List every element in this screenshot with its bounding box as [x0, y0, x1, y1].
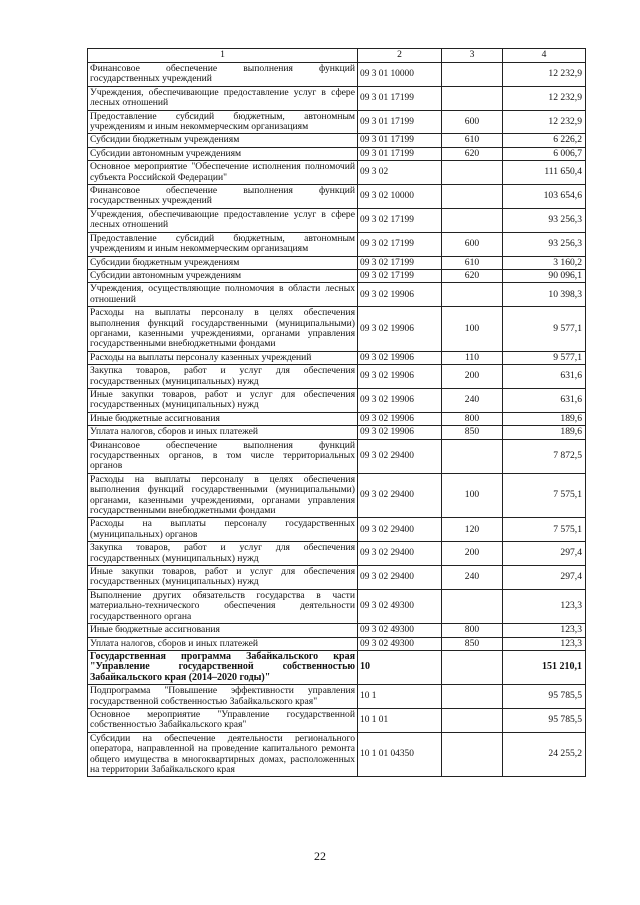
page-number: 22	[314, 849, 326, 863]
amount-value: 297,4	[503, 542, 586, 566]
table-row	[88, 63, 586, 87]
table-row	[88, 518, 586, 542]
expense-type-code: 800	[442, 624, 503, 637]
target-article-code: 09 3 02 49300	[358, 589, 442, 623]
expense-description: Субсидии бюджетным учреждениям	[88, 134, 358, 147]
target-article-code: 09 3 01 17199	[358, 86, 442, 110]
expense-description: Учреждения, обеспечивающие предоставление услуг в сфере лесных отношений	[88, 208, 358, 232]
table-row	[88, 426, 586, 439]
amount-value: 189,6	[503, 412, 586, 425]
expense-description: Иные бюджетные ассигнования	[88, 412, 358, 425]
amount-value: 90 096,1	[503, 269, 586, 282]
table-row	[88, 365, 586, 389]
target-article-code: 09 3 02 19906	[358, 388, 442, 412]
table-row	[88, 637, 586, 650]
target-article-code: 09 3 02 17199	[358, 256, 442, 269]
target-article-code: 09 3 02 29400	[358, 566, 442, 590]
expense-description: Основное мероприятие "Управление государственной собственностью Забайкальского края"	[88, 708, 358, 732]
target-article-code: 09 3 02 29400	[358, 439, 442, 473]
amount-value: 151 210,1	[503, 650, 586, 684]
table-row	[88, 624, 586, 637]
table-row	[88, 134, 586, 147]
expense-type-code	[442, 283, 503, 307]
target-article-code: 09 3 02 19906	[358, 351, 442, 364]
expense-type-code: 200	[442, 365, 503, 389]
amount-value: 631,6	[503, 365, 586, 389]
amount-value: 93 256,3	[503, 232, 586, 256]
table-row	[88, 256, 586, 269]
table-row	[88, 208, 586, 232]
target-article-code: 09 3 02 10000	[358, 185, 442, 209]
table-row	[88, 708, 586, 732]
amount-value: 95 785,5	[503, 685, 586, 709]
expense-description: Субсидии бюджетным учреждениям	[88, 256, 358, 269]
amount-value: 123,3	[503, 624, 586, 637]
expense-type-code	[442, 732, 503, 777]
expense-type-code	[442, 208, 503, 232]
table-row	[88, 307, 586, 352]
table-row	[88, 232, 586, 256]
expense-description: Иные закупки товаров, работ и услуг для обеспечения государственных (муниципальных) нужд	[88, 388, 358, 412]
budget-table-sheet	[87, 48, 585, 777]
table-body	[88, 63, 586, 777]
target-article-code: 09 3 01 10000	[358, 63, 442, 87]
expense-type-code	[442, 161, 503, 185]
expense-type-code: 200	[442, 542, 503, 566]
amount-value: 123,3	[503, 637, 586, 650]
amount-value: 12 232,9	[503, 63, 586, 87]
expense-type-code: 240	[442, 566, 503, 590]
target-article-code: 09 3 02 49300	[358, 637, 442, 650]
expense-type-code	[442, 63, 503, 87]
amount-value: 95 785,5	[503, 708, 586, 732]
expense-description: Предоставление субсидий бюджетным, автономным учреждениям и иным некоммерческим организациям	[88, 110, 358, 134]
expense-description: Расходы на выплаты персоналу в целях обеспечения выполнения функций государственными (муниципальными) органами, казенными учреждениями, органами управления государственными внебюджетными фондами	[88, 473, 358, 518]
expense-description: Иные закупки товаров, работ и услуг для обеспечения государственных (муниципальных) нужд	[88, 566, 358, 590]
table-row	[88, 388, 586, 412]
target-article-code: 09 3 02 29400	[358, 473, 442, 518]
table-row	[88, 439, 586, 473]
table-row	[88, 161, 586, 185]
target-article-code: 09 3 02	[358, 161, 442, 185]
expense-type-code: 600	[442, 110, 503, 134]
expense-type-code: 120	[442, 518, 503, 542]
target-article-code: 10 1 01 04350	[358, 732, 442, 777]
budget-table	[87, 48, 586, 777]
table-row	[88, 650, 586, 684]
expense-type-code: 110	[442, 351, 503, 364]
target-article-code: 09 3 02 29400	[358, 542, 442, 566]
expense-type-code	[442, 86, 503, 110]
amount-value: 12 232,9	[503, 110, 586, 134]
expense-description: Уплата налогов, сборов и иных платежей	[88, 426, 358, 439]
amount-value: 12 232,9	[503, 86, 586, 110]
column-header: 3	[442, 49, 503, 63]
expense-description: Финансовое обеспечение выполнения функций государственных учреждений	[88, 63, 358, 87]
target-article-code: 10	[358, 650, 442, 684]
expense-type-code	[442, 185, 503, 209]
table-row	[88, 473, 586, 518]
expense-description: Субсидии автономным учреждениям	[88, 147, 358, 160]
expense-description: Предоставление субсидий бюджетным, автономным учреждениям и иным некоммерческим организациям	[88, 232, 358, 256]
amount-value: 10 398,3	[503, 283, 586, 307]
amount-value: 9 577,1	[503, 307, 586, 352]
amount-value: 9 577,1	[503, 351, 586, 364]
expense-description: Расходы на выплаты персоналу в целях обеспечения выполнения функций государственными (муниципальными) органами, казенными учреждениями, органами управления государственными внебюджетными фондами	[88, 307, 358, 352]
expense-type-code: 240	[442, 388, 503, 412]
expense-type-code	[442, 708, 503, 732]
amount-value: 3 160,2	[503, 256, 586, 269]
target-article-code: 09 3 01 17199	[358, 147, 442, 160]
expense-type-code	[442, 589, 503, 623]
expense-description: Выполнение других обязательств государства в части материально-технического обеспечения деятельности государственного органа	[88, 589, 358, 623]
target-article-code: 09 3 01 17199	[358, 134, 442, 147]
expense-description: Подпрограмма "Повышение эффективности управления государственной собственностью Забайкальского края"	[88, 685, 358, 709]
expense-description: Расходы на выплаты персоналу государственных (муниципальных) органов	[88, 518, 358, 542]
table-row	[88, 147, 586, 160]
target-article-code: 09 3 02 19906	[358, 283, 442, 307]
amount-value: 24 255,2	[503, 732, 586, 777]
amount-value: 7 872,5	[503, 439, 586, 473]
column-header: 1	[88, 49, 358, 63]
table-row	[88, 110, 586, 134]
expense-type-code	[442, 685, 503, 709]
expense-description: Субсидии автономным учреждениям	[88, 269, 358, 282]
expense-type-code: 600	[442, 232, 503, 256]
expense-type-code: 610	[442, 256, 503, 269]
expense-type-code: 100	[442, 307, 503, 352]
expense-type-code: 610	[442, 134, 503, 147]
expense-description: Закупка товаров, работ и услуг для обеспечения государственных (муниципальных) нужд	[88, 365, 358, 389]
target-article-code: 09 3 02 49300	[358, 624, 442, 637]
amount-value: 93 256,3	[503, 208, 586, 232]
target-article-code: 09 3 02 19906	[358, 412, 442, 425]
table-row	[88, 542, 586, 566]
expense-type-code	[442, 650, 503, 684]
target-article-code: 09 3 02 19906	[358, 426, 442, 439]
amount-value: 6 226,2	[503, 134, 586, 147]
expense-type-code: 620	[442, 147, 503, 160]
amount-value: 189,6	[503, 426, 586, 439]
expense-type-code: 800	[442, 412, 503, 425]
amount-value: 111 650,4	[503, 161, 586, 185]
table-row	[88, 269, 586, 282]
amount-value: 7 575,1	[503, 473, 586, 518]
table-row	[88, 283, 586, 307]
expense-description: Финансовое обеспечение выполнения функций государственных органов, в том числе территориальных органов	[88, 439, 358, 473]
target-article-code: 09 3 02 29400	[358, 518, 442, 542]
column-header: 4	[503, 49, 586, 63]
amount-value: 631,6	[503, 388, 586, 412]
table-header-row	[88, 49, 586, 63]
target-article-code: 09 3 02 17199	[358, 232, 442, 256]
amount-value: 6 006,7	[503, 147, 586, 160]
table-row	[88, 685, 586, 709]
expense-type-code: 620	[442, 269, 503, 282]
target-article-code: 10 1	[358, 685, 442, 709]
target-article-code: 09 3 02 19906	[358, 307, 442, 352]
expense-description: Учреждения, осуществляющие полномочия в области лесных отношений	[88, 283, 358, 307]
amount-value: 7 575,1	[503, 518, 586, 542]
expense-type-code	[442, 439, 503, 473]
expense-type-code: 850	[442, 637, 503, 650]
expense-description: Субсидии на обеспечение деятельности регионального оператора, направленной на проведение капитального ремонта общего имущества в многоквартирных домах, расположенных на территории Забайкальского края	[88, 732, 358, 777]
expense-description: Основное мероприятие "Обеспечение исполнения полномочий субъекта Российской Федерации"	[88, 161, 358, 185]
table-row	[88, 566, 586, 590]
expense-description: Финансовое обеспечение выполнения функций государственных учреждений	[88, 185, 358, 209]
target-article-code: 09 3 01 17199	[358, 110, 442, 134]
expense-description: Расходы на выплаты персоналу казенных учреждений	[88, 351, 358, 364]
column-header: 2	[358, 49, 442, 63]
amount-value: 123,3	[503, 589, 586, 623]
table-row	[88, 412, 586, 425]
target-article-code: 10 1 01	[358, 708, 442, 732]
expense-description: Уплата налогов, сборов и иных платежей	[88, 637, 358, 650]
expense-description: Закупка товаров, работ и услуг для обеспечения государственных (муниципальных) нужд	[88, 542, 358, 566]
expense-type-code: 850	[442, 426, 503, 439]
amount-value: 103 654,6	[503, 185, 586, 209]
table-row	[88, 86, 586, 110]
expense-description: Учреждения, обеспечивающие предоставление услуг в сфере лесных отношений	[88, 86, 358, 110]
expense-type-code: 100	[442, 473, 503, 518]
expense-description: Иные бюджетные ассигнования	[88, 624, 358, 637]
table-row	[88, 185, 586, 209]
expense-description: Государственная программа Забайкальского края "Управление государственной собственностью Забайкальского края (2014–2020 годы)"	[88, 650, 358, 684]
amount-value: 297,4	[503, 566, 586, 590]
target-article-code: 09 3 02 17199	[358, 269, 442, 282]
table-row	[88, 351, 586, 364]
target-article-code: 09 3 02 17199	[358, 208, 442, 232]
target-article-code: 09 3 02 19906	[358, 365, 442, 389]
table-row	[88, 589, 586, 623]
table-row	[88, 732, 586, 777]
